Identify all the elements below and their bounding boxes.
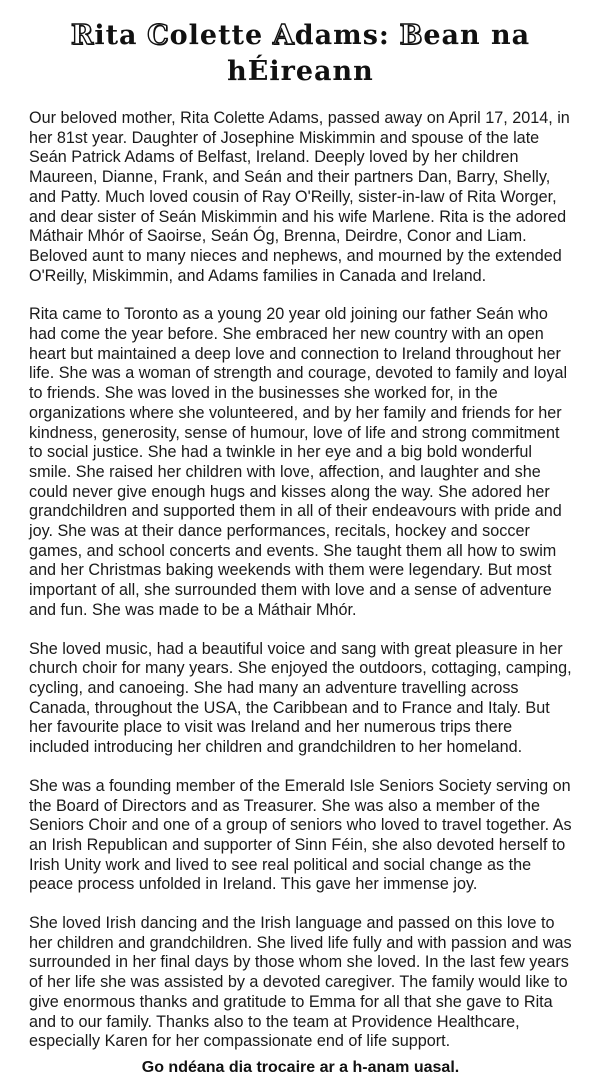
paragraph-interests: She loved music, had a beautiful voice and sang with great pleasure in her church choir for many years. She enjoyed the outdoors, cottaging, camping, cycling, and canoeing. She had many an adventure travelling across Canada, throughout the USA, the Caribbean and to France and Italy. But her favourite place to visit was Ireland and her numerous trips there included introducing her children and grandchildren to her homeland.	[29, 639, 572, 757]
closing-blessing: Go ndéana dia trocaire ar a h-anam uasal.	[141, 1058, 460, 1076]
title-text: olette	[169, 20, 264, 51]
title-text: ean na hÉireann	[227, 20, 531, 87]
title-initial: R	[70, 20, 95, 51]
paragraph-family: Our beloved mother, Rita Colette Adams, passed away on April 17, 2014, in her 81st year. Daughter of Josephine Miskimmin and spouse of the late Seán Patrick Adams of Belfast, Ireland. Deeply loved by her children Maureen, Dianne, Frank, and Seán and their partners Dan, Barry, Shelly, and Patty. Much loved cousin of Ray O'Reilly, sister-in-law of Rita Worger, and dear sister of Seán Miskimmin and his wife Marlene. Rita is the adored Máthair Mhór of Saoirse, Seán Óg, Brenna, Deirdre, Conor and Liam. Beloved aunt to many nieces and nephews, and mourned by the extended O'Reilly, Miskimmin, and Adams families in Canada and Ireland.	[29, 109, 570, 285]
paragraph-community: She was a founding member of the Emerald Isle Seniors Society serving on the Board of Directors and as Treasurer. She was also a member of the Seniors Choir and one of a group of seniors who loved to travel together. As an Irish Republican and supporter of Sinn Féin, she also devoted herself to Irish Unity work and lived to see real political and social change as the peace process unfolded in Ireland. This gave her immense joy.	[29, 776, 572, 894]
title-initial: C	[147, 20, 170, 51]
title-text: dams:	[294, 20, 390, 51]
paragraph-final-years: She loved Irish dancing and the Irish language and passed on this love to her children and grandchildren. She lived life fully and with passion and was surrounded in her final days by those whom she loved. In the last few years of her life she was assisted by a devoted caregiver. The family would like to give enormous thanks and gratitude to Emma for all that she gave to Rita and to our family. Thanks also to the team at Providence Healthcare, especially Karen for her compassionate end of life support.	[29, 914, 572, 1051]
paragraph-life: Rita came to Toronto as a young 20 year old joining our father Seán who had come the year before. She embraced her new country with an open heart but maintained a deep love and connection to Ireland throughout her life. She was a woman of strength and courage, devoted to family and loyal to friends. She was loved in the businesses she worked for, in the organizations where she volunteered, and by her family and friends for her kindness, generosity, sense of humour, love of life and strong commitment to social justice. She had a twinkle in her eye and a big bold wonderful smile. She raised her children with love, affection, and laughter and she could never give enough hugs and kisses along the way. She adored her grandchildren and supported them in all of their endeavours with pride and joy. She was at their dance performances, recitals, hockey and soccer games, and school concerts and events. She taught them all how to swim and her Christmas baking weekends with them were legendary. But most important of all, she surrounded them with love and a sense of adventure and fun. She was made to be a Máthair Mhór.	[29, 305, 568, 619]
title-initial: A	[272, 20, 295, 51]
page-title	[29, 18, 572, 90]
title-text: ita	[94, 20, 138, 51]
title-initial: B	[399, 20, 424, 51]
